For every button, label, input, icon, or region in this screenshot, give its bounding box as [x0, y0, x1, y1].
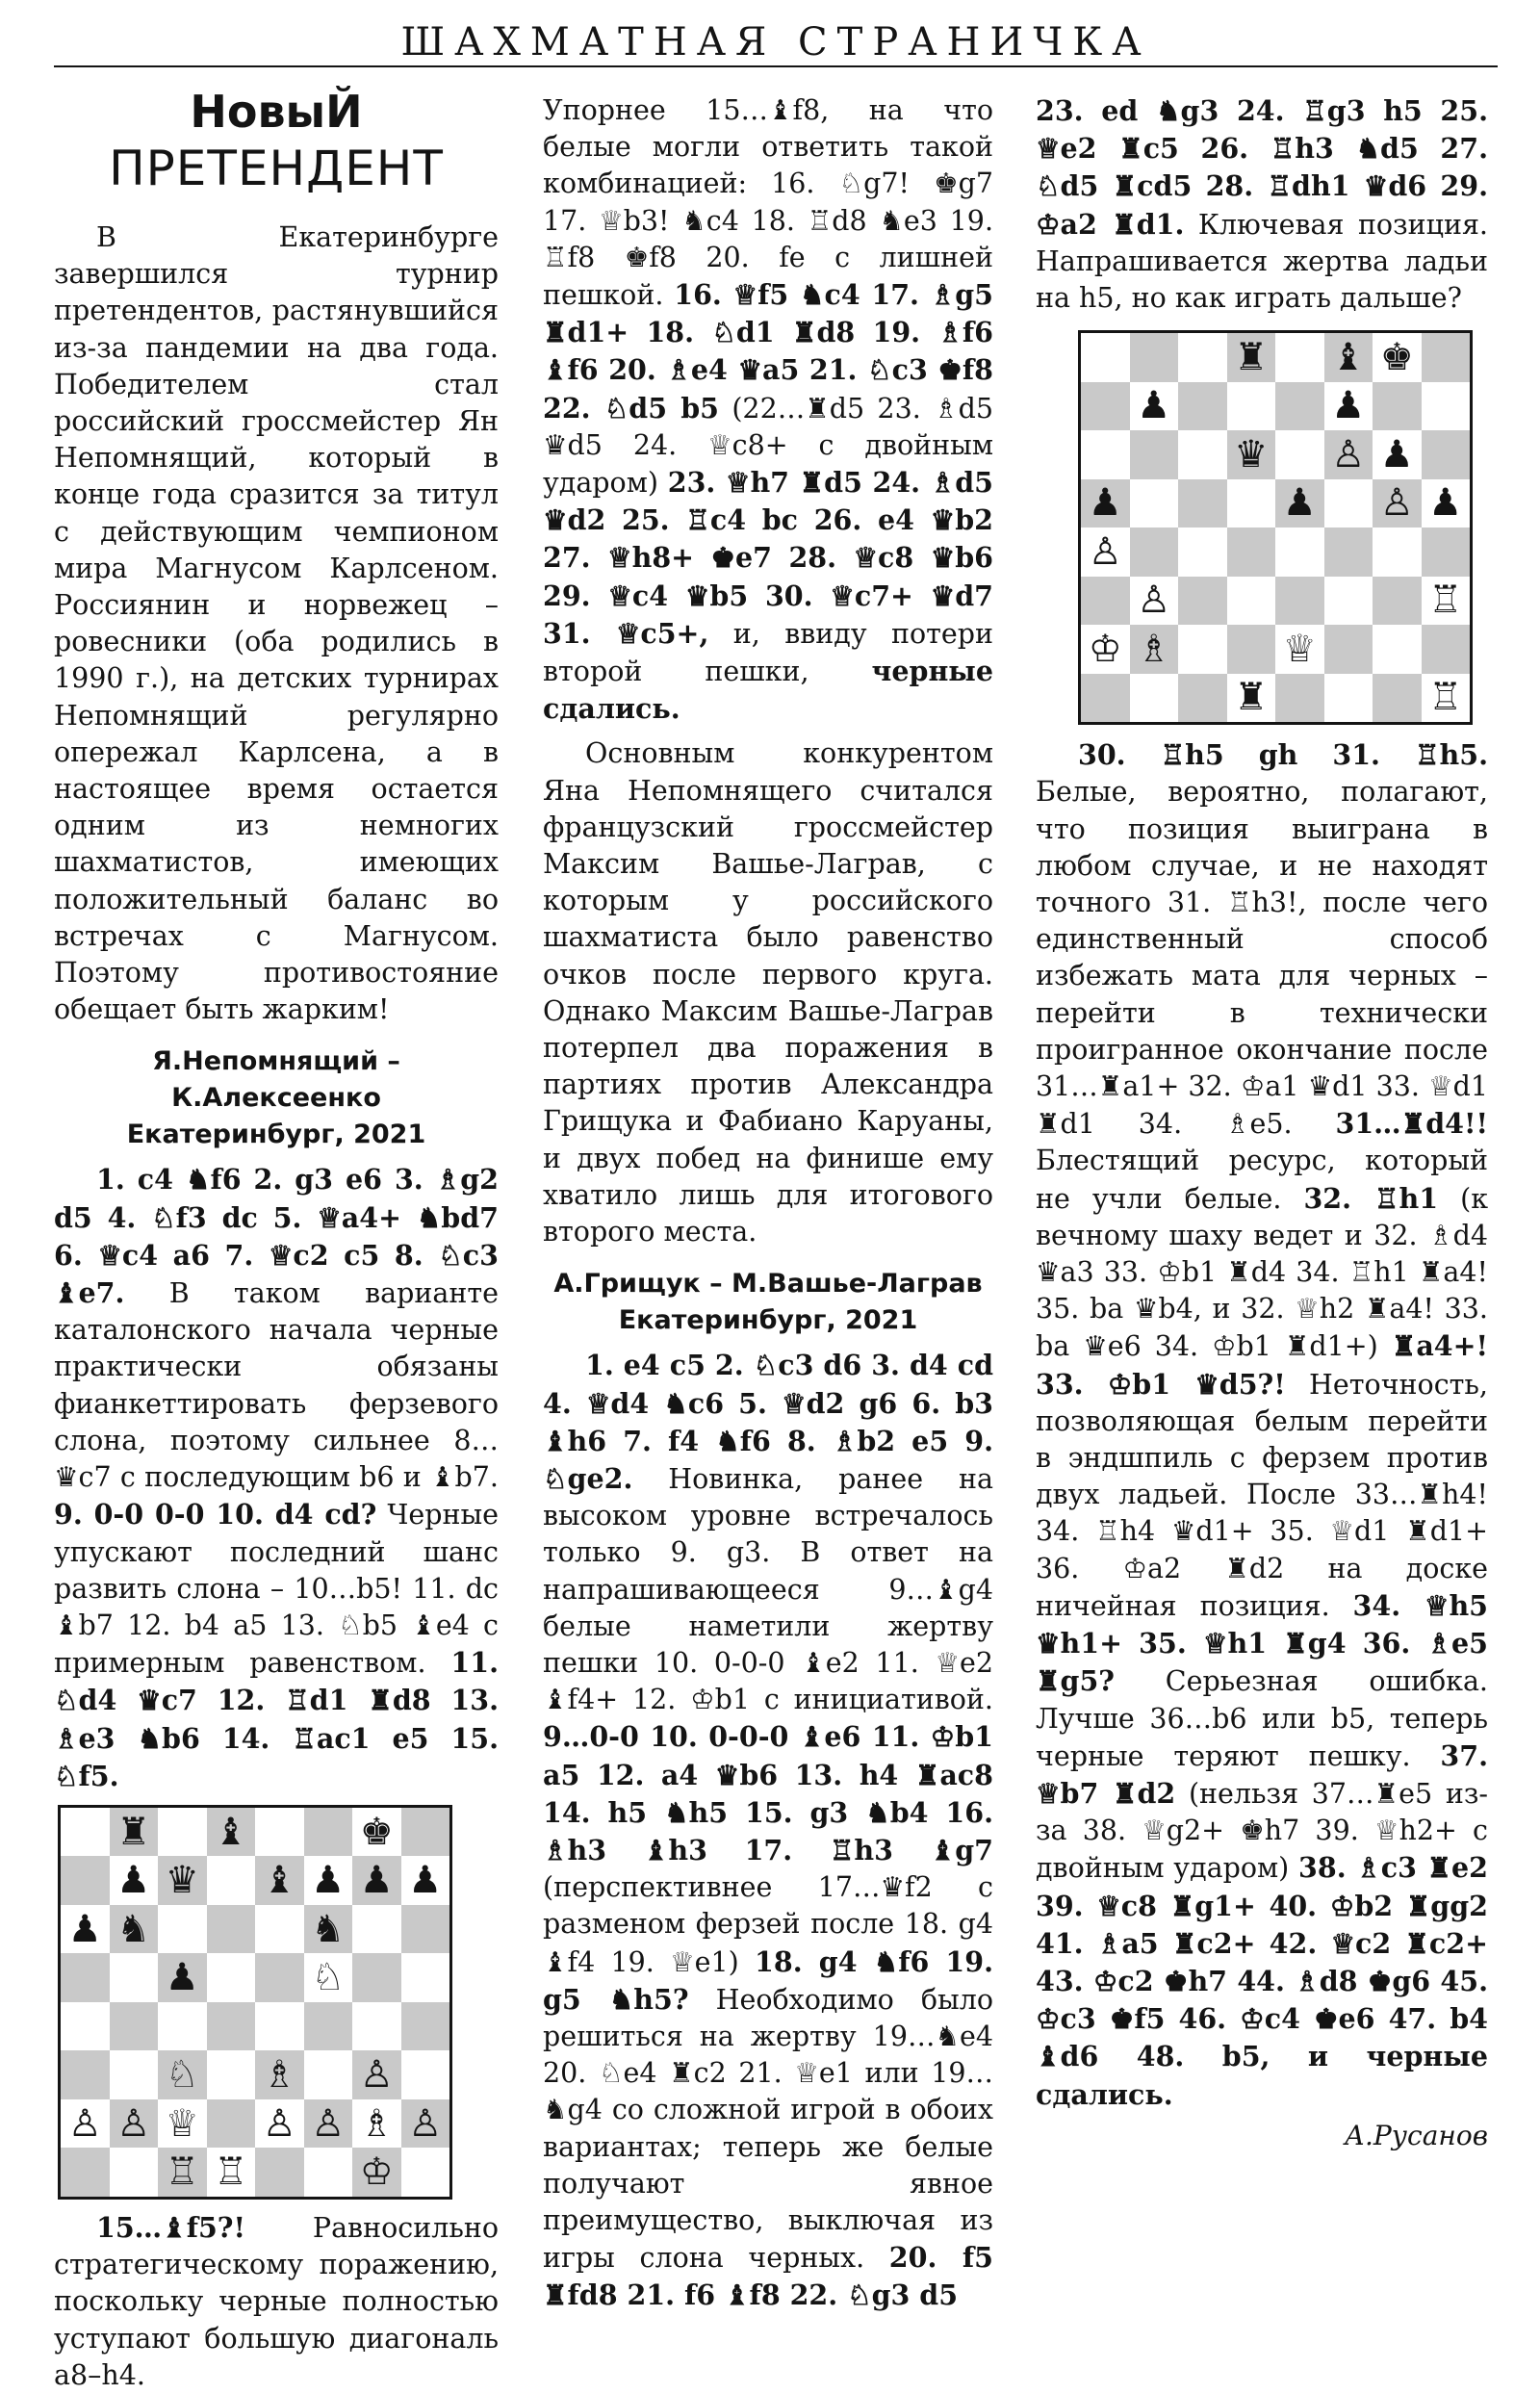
game2-paragraph — [543, 1347, 993, 2314]
col3-p2-moves5: 34. ♕h5 ♛h1+ 35. ♕h1 ♜g4 36. ♗e5 ♜g5? — [1036, 1588, 1489, 1698]
intro-paragraph: В Екатеринбурге завершился турнир претендентов, растянувшийся из-за пандемии на два года. Победителем стал российский гроссмейстер Ян Непомнящий, который в конце года сразится за титул с действующим чемпионом мира Магнусом Карлсеном. Россиянин и норвежец – ровесники (оба родились в 1990 г.), на детских турнирах Непомнящий регулярно опережал Карлсена, а в настоящее время остается одним из немногих шахматистов, имеющих положительный баланс во встречах с Магнусом. Поэтому противостояние обещает быть жарким! — [54, 221, 499, 1026]
board-square — [1081, 479, 1130, 528]
board-square — [158, 1808, 207, 1857]
board-square — [110, 1808, 159, 1857]
col2-paragraph-1 — [543, 92, 993, 728]
board-square — [1081, 625, 1130, 674]
game1-moves-1: 1. c4 ♞f6 2. g3 e6 3. ♗g2 d5 4. ♘f3 dc 5. ♕a4+ ♞bd7 6. ♕c4 a6 7. ♕c2 c5 8. ♘c3 ♝e7. — [54, 1163, 499, 1310]
col3-p2-moves6: 37. ♕b7 ♜d2 — [1036, 1738, 1488, 1810]
article-title-line1: НовыЙ — [190, 86, 363, 138]
chess-piece-icon: ♜ — [1234, 676, 1269, 720]
chess-piece-icon: ♖ — [214, 2150, 248, 2195]
column-1 — [54, 87, 499, 2394]
board-square — [1227, 382, 1276, 431]
col2-p1-moves: 16. ♕f5 ♞c4 17. ♗g5 ♜d1+ 18. ♘d1 ♜d8 19. ♗f6 ♝f6 20. ♗e4 ♛a5 21. ♘c3 ♚f8 22. ♘d5 b5 — [543, 278, 993, 425]
game1-heading — [54, 1043, 499, 1153]
chess-piece-icon: ♙ — [311, 2101, 346, 2146]
board-square — [110, 2050, 159, 2099]
board-square — [1178, 430, 1227, 479]
col3-p2-moves: 30. ♖h5 gh 31. ♖h5. — [1078, 738, 1488, 772]
game2-note-1: Новинка, ранее на высоком уровне встречалось только 9. g3. В ответ на напрашивающееся 9…♝g4 белые наметили жертву пешки 10. 0-0-0 ♝e2 11. ♕e2 ♝f4+ 12. ♔b1 с инициативой. — [543, 1462, 993, 1716]
board-square — [304, 1808, 353, 1857]
chess-piece-icon: ♗ — [359, 2101, 394, 2146]
board-square — [255, 1856, 304, 1905]
col3-p2-moves4: ♜a4+! 33. ♔b1 ♛d5?! — [1036, 1329, 1489, 1401]
col3-p1-moves: 23. ed ♞g3 24. ♖g3 h5 25. ♕e2 ♜c5 26. ♖h3 ♞d5 27. ♘d5 ♜cd5 28. ♖dh1 ♛d6 29. ♔a2 ♜d1. — [1036, 94, 1488, 241]
chess-piece-icon: ♟ — [1331, 384, 1366, 428]
chess-piece-icon: ♜ — [116, 1810, 151, 1854]
chess-piece-icon: ♗ — [262, 2053, 296, 2098]
chess-piece-icon: ♙ — [116, 2101, 151, 2146]
board-square — [207, 1808, 256, 1857]
chess-piece-icon: ♙ — [1331, 432, 1366, 476]
board-square — [1081, 528, 1130, 577]
col2-p1-note: (22…♜d5 23. ♗d5 ♛d5 24. ♕c8+ с двойным ударом) — [543, 392, 993, 500]
board-square — [1130, 479, 1179, 528]
board-square — [304, 2002, 353, 2051]
board-square — [1422, 479, 1471, 528]
board-square — [255, 2002, 304, 2051]
chess-piece-icon: ♙ — [262, 2101, 296, 2146]
board-square — [1422, 430, 1471, 479]
chess-piece-icon: ♟ — [165, 1956, 199, 2000]
board-square — [1178, 577, 1227, 626]
board-square — [1422, 382, 1471, 431]
board-square — [110, 1856, 159, 1905]
chess-piece-icon: ♔ — [1088, 627, 1122, 671]
chess-diagram-2 — [1078, 330, 1473, 725]
board-square — [158, 1905, 207, 1954]
board-square — [1227, 674, 1276, 723]
column-3 — [1036, 92, 1488, 2151]
board-square — [1130, 382, 1179, 431]
chess-piece-icon: ♟ — [359, 1859, 394, 1903]
board-square — [1275, 382, 1324, 431]
chess-piece-icon: ♝ — [1331, 335, 1366, 379]
board-square — [110, 1905, 159, 1954]
chess-piece-icon: ♕ — [1282, 627, 1317, 671]
board-square — [207, 1905, 256, 1954]
board-square — [1178, 528, 1227, 577]
board-square — [255, 1905, 304, 1954]
board-square — [61, 1905, 110, 1954]
board-square — [255, 1808, 304, 1857]
board-square — [1275, 333, 1324, 382]
chess-piece-icon: ♕ — [165, 2101, 199, 2146]
col2-p1-result: черные сдались. — [543, 655, 994, 726]
board-square — [1130, 430, 1179, 479]
game1-moves-2: 9. 0-0 0-0 10. d4 cd? — [54, 1498, 377, 1532]
chess-piece-icon: ♚ — [1379, 335, 1414, 379]
board-square — [1178, 333, 1227, 382]
chess-piece-icon: ♟ — [311, 1859, 346, 1903]
board-square — [255, 1953, 304, 2002]
col3-p2-note3: (к вечному шаху ведет и 32. ♗d4 ♛a3 33. ♔b1 ♜d4 34. ♖h1 ♜a4! 35. ba ♛b4, и 32. ♕h2 ♜a4! 33. ba ♛e6 34. ♔b1 ♜d1+) — [1036, 1182, 1489, 1363]
game2-note-3: Необходимо было решиться на жертву 19…♞e4 20. ♘e4 ♜c2 21. ♕e1 или 19…♞g4 со сложной игрой в обоих вариантах; теперь же белые получают явное преимущество, выключая из игры слона черных. — [543, 1983, 993, 2275]
col3-p2-note4: Неточность, позволяющая белым перейти в эндшпиль с ферзем против двух ладьей. После 33…♜h4! 34. ♖h4 ♛d1+ 35. ♕d1 ♜d1+ 36. ♔a2 ♜d2 на доске ничейная позиция. — [1036, 1368, 1488, 1622]
board-square — [1227, 479, 1276, 528]
board-square — [1227, 528, 1276, 577]
board-square — [1081, 382, 1130, 431]
board-square — [1324, 674, 1373, 723]
board-square — [352, 2050, 401, 2099]
board-square — [1422, 577, 1471, 626]
board-square — [304, 2050, 353, 2099]
chess-piece-icon: ♜ — [1234, 335, 1269, 379]
board-square — [1081, 577, 1130, 626]
board-square — [61, 1808, 110, 1857]
col3-paragraph-1 — [1036, 92, 1488, 317]
game1-players: Я.Непомнящий – К.Алексеенко — [152, 1046, 400, 1114]
col3-p2-note6: (нельзя 37…♜e5 из-за 38. ♕g2+ ♚h7 39. ♕h2+ с двойным ударом) — [1036, 1777, 1488, 1885]
chess-piece-icon: ♖ — [1428, 579, 1463, 623]
chess-piece-icon: ♙ — [1088, 529, 1122, 574]
board-square — [1081, 333, 1130, 382]
board-square — [1275, 528, 1324, 577]
board-square — [1275, 577, 1324, 626]
chess-piece-icon: ♞ — [311, 1907, 346, 1951]
game2-players: А.Грищук – М.Вашье-Лаграв — [553, 1269, 983, 1300]
board-square — [1178, 382, 1227, 431]
chess-piece-icon: ♘ — [165, 2053, 199, 2098]
chess-piece-icon: ♟ — [1137, 384, 1171, 428]
board-square — [401, 1953, 450, 2002]
game1-after-moves: 15…♝f5?! — [96, 2210, 246, 2244]
board-square — [352, 1808, 401, 1857]
board-square — [1422, 625, 1471, 674]
game1-moves-paragraph — [54, 1161, 499, 1794]
board-square — [110, 2148, 159, 2197]
game1-note-2: Черные упускают последний шанс развить слона – 10…b5! 11. dc ♝b7 12. b4 a5 13. ♘b5 ♝e4 с примерным равенством. — [54, 1499, 499, 1680]
board-square — [401, 2148, 450, 2197]
board-square — [304, 1905, 353, 1954]
board-square — [61, 1856, 110, 1905]
board-square — [1081, 430, 1130, 479]
board-square — [401, 1905, 450, 1954]
col3-p2-note: Белые, вероятно, полагают, что позиция выиграна в любом случае, и не находят точного 31. ♖h3!, после чего единственный способ избежать мата для черных – перейти в технически проигранное окончание после 31…♜a1+ 32. ♔a1 ♛d1 33. ♕d1 ♜d1 34. ♗e5. — [1036, 776, 1488, 1141]
chess-piece-icon: ♝ — [214, 1810, 248, 1854]
board-square — [61, 1953, 110, 2002]
chess-piece-icon: ♙ — [1379, 481, 1414, 526]
board-square — [304, 1856, 353, 1905]
board-square — [1227, 333, 1276, 382]
board-square — [1130, 625, 1179, 674]
game2-moves-1: 1. e4 c5 2. ♘c3 d6 3. d4 cd 4. ♕d4 ♞c6 5. ♕d2 g6 6. b3 ♝h6 7. f4 ♞f6 8. ♗b2 e5 9. ♘ge2. — [543, 1349, 993, 1495]
game1-after-note: Равносильно стратегическому поражению, поскольку черные полностью уступают большую диагональ a8–h4. — [54, 2211, 499, 2391]
board-square — [207, 2050, 256, 2099]
chess-piece-icon: ♛ — [165, 1859, 199, 1903]
article-title-line2: ПРЕТЕНДЕНТ — [109, 141, 444, 196]
section-header: ШАХМАТНАЯ СТРАНИЧКА — [54, 19, 1498, 67]
board-square — [207, 1856, 256, 1905]
game1-after-diagram — [54, 2209, 499, 2394]
board-square — [1373, 479, 1422, 528]
board-square — [1324, 382, 1373, 431]
board-square — [352, 2002, 401, 2051]
board-square — [1178, 674, 1227, 723]
game1-note-1: В таком варианте каталонского начала черные практически обязаны фианкеттировать ферзевого слона, поэтому сильнее 8…♛c7 с последующим b6 и ♝b7. — [54, 1277, 500, 1494]
board-square — [1324, 625, 1373, 674]
chess-piece-icon: ♛ — [1234, 432, 1269, 476]
board-square — [1324, 528, 1373, 577]
board-square — [207, 2148, 256, 2197]
board-square — [1373, 333, 1422, 382]
game2-heading — [543, 1266, 993, 1339]
chess-piece-icon: ♟ — [67, 1907, 102, 1951]
chess-piece-icon: ♟ — [116, 1859, 151, 1903]
board-square — [158, 1856, 207, 1905]
chess-piece-icon: ♙ — [359, 2053, 394, 2098]
col2-p1-end: и, ввиду потери второй пешки, — [543, 617, 994, 688]
board-square — [352, 2099, 401, 2149]
chess-piece-icon: ♟ — [408, 1859, 443, 1903]
board-square — [207, 2099, 256, 2149]
board-square — [255, 2050, 304, 2099]
board-square — [401, 2099, 450, 2149]
game2-moves-4: 20. f5 ♜fd8 21. f6 ♝f8 22. ♘g3 d5 — [543, 2241, 993, 2312]
game1-moves-3: 11. ♘d4 ♛c7 12. ♖d1 ♜d8 13. ♗e3 ♞b6 14. ♖ac1 e5 15. ♘f5. — [54, 1646, 499, 1792]
board-square — [1130, 674, 1179, 723]
board-square — [1422, 528, 1471, 577]
board-square — [110, 1953, 159, 2002]
col3-p2-moves7: 38. ♗c3 ♜e2 39. ♕c8 ♜g1+ 40. ♔b2 ♜gg2 41. ♗a5 ♜c2+ 42. ♕c2 ♜c2+ 43. ♔c2 ♚h7 44. ♗d8 ♚g6 45. ♔c3 ♚f5 46. ♔c4 ♚e6 47. b4 ♝d6 48. b5, и черные сдались. — [1036, 1851, 1489, 2111]
col3-paragraph-2 — [1036, 736, 1488, 2114]
board-square — [158, 2148, 207, 2197]
board-square — [1275, 430, 1324, 479]
chess-piece-icon: ♝ — [262, 1859, 296, 1903]
board-square — [207, 1953, 256, 2002]
col2-p1-moves2: 23. ♕h7 ♜d5 24. ♗d5 ♛d2 25. ♖c4 bc 26. e4 ♛b2 27. ♕h8+ ♚e7 28. ♕c8 ♛b6 29. ♕c4 ♛b5 30. ♕c7+ ♛d7 31. ♕c5+, — [543, 466, 993, 650]
board-square — [255, 2099, 304, 2149]
board-square — [207, 2002, 256, 2051]
chess-piece-icon: ♟ — [1379, 432, 1414, 476]
chess-piece-icon: ♘ — [311, 1956, 346, 2000]
board-square — [352, 1856, 401, 1905]
board-square — [110, 2002, 159, 2051]
board-square — [1373, 577, 1422, 626]
col3-p2-moves2: 31…♜d4!! — [1335, 1107, 1489, 1141]
col3-p1-note: Ключевая позиция. Напрашивается жертва ладьи на h5, но как играть дальше? — [1036, 208, 1488, 315]
board-square — [1130, 528, 1179, 577]
board-square — [61, 2148, 110, 2197]
chess-piece-icon: ♔ — [359, 2150, 394, 2195]
chess-piece-icon: ♖ — [1428, 676, 1463, 720]
board-square — [61, 2099, 110, 2149]
board-square — [1373, 382, 1422, 431]
chess-piece-icon: ♟ — [1428, 481, 1463, 526]
col2-paragraph-2: Основным конкурентом Яна Непомнящего считался французский гроссмейстер Максим Вашье-Лаграв, с которым у российского шахматиста было равенство очков после первого круга. Однако Максим Вашье-Лаграв потерпел два поражения в партиях против Александра Грищука и Фабиано Каруаны, и двух побед на финише ему хватило лишь для итогового второго места. — [543, 737, 993, 1248]
board-square — [304, 1953, 353, 2002]
col2-p1-text: Упорнее 15…♝f8, на что белые могли ответить такой комбинацией: 16. ♘g7! ♚g7 17. ♕b3! ♞c4 18. ♖d8 ♞e3 19. ♖f8 ♚f8 20. fe с лишней пешкой. — [543, 94, 993, 312]
board-square — [158, 2099, 207, 2149]
board-square — [1324, 333, 1373, 382]
board-square — [158, 2050, 207, 2099]
chess-piece-icon: ♗ — [1137, 627, 1171, 671]
board-square — [61, 2002, 110, 2051]
game2-moves-2: 9…0-0 10. 0-0-0 ♝e6 11. ♔b1 a5 12. a4 ♛b6 13. h4 ♜ac8 14. h5 ♞h5 15. g3 ♞b4 16. ♗h3 ♝h3 17. ♖h3 ♝g7 — [543, 1720, 993, 1866]
board-square — [1422, 674, 1471, 723]
board-square — [1324, 577, 1373, 626]
chess-piece-icon: ♟ — [1282, 481, 1317, 526]
column-2 — [543, 92, 993, 2315]
board-square — [1324, 430, 1373, 479]
board-square — [1227, 430, 1276, 479]
board-square — [255, 2148, 304, 2197]
board-square — [1373, 528, 1422, 577]
board-square — [352, 2148, 401, 2197]
board-square — [110, 2099, 159, 2149]
board-square — [1275, 479, 1324, 528]
board-square — [1130, 577, 1179, 626]
board-square — [401, 1856, 450, 1905]
chess-piece-icon: ♙ — [67, 2101, 102, 2146]
board-square — [352, 1905, 401, 1954]
board-square — [1081, 674, 1130, 723]
chess-piece-icon: ♙ — [1137, 579, 1171, 623]
chess-piece-icon: ♞ — [116, 1907, 151, 1951]
chess-piece-icon: ♖ — [165, 2150, 199, 2195]
chess-piece-icon: ♚ — [359, 1810, 394, 1854]
board-square — [1130, 333, 1179, 382]
author-signature: А.Русанов — [1344, 2119, 1488, 2151]
board-square — [158, 2002, 207, 2051]
board-square — [401, 2050, 450, 2099]
board-square — [1227, 625, 1276, 674]
col3-p2-note5: Серьезная ошибка. Лучше 36…b6 или b5, теперь черные теряют пешку. — [1036, 1665, 1488, 1772]
game2-place: Екатеринбург, 2021 — [618, 1305, 918, 1336]
board-square — [352, 1953, 401, 2002]
board-square — [1178, 625, 1227, 674]
game2-note-2: (перспективнее 17…♛f2 с разменом ферзей после 18. g4 ♝f4 19. ♕e1) — [543, 1871, 993, 1978]
board-square — [1178, 479, 1227, 528]
col3-p2-note2: Блестящий ресурс, который не учли белые. — [1036, 1145, 1488, 1215]
board-square — [304, 2148, 353, 2197]
board-square — [401, 1808, 450, 1857]
board-square — [1422, 333, 1471, 382]
board-square — [1324, 479, 1373, 528]
board-square — [1275, 674, 1324, 723]
board-square — [1275, 625, 1324, 674]
board-square — [1373, 430, 1422, 479]
board-square — [1227, 577, 1276, 626]
game1-place: Екатеринбург, 2021 — [126, 1120, 426, 1150]
board-square — [61, 2050, 110, 2099]
board-square — [1373, 674, 1422, 723]
board-square — [401, 2002, 450, 2051]
game2-moves-3: 18. g4 ♞f6 19. g5 ♞h5? — [543, 1944, 994, 2016]
chess-diagram-1 — [58, 1805, 452, 2200]
board-square — [304, 2099, 353, 2149]
board-square — [158, 1953, 207, 2002]
col3-p2-moves3: 32. ♖h1 — [1303, 1181, 1439, 1215]
chess-piece-icon: ♟ — [1088, 481, 1122, 526]
board-square — [1373, 625, 1422, 674]
chess-piece-icon: ♙ — [408, 2101, 443, 2146]
